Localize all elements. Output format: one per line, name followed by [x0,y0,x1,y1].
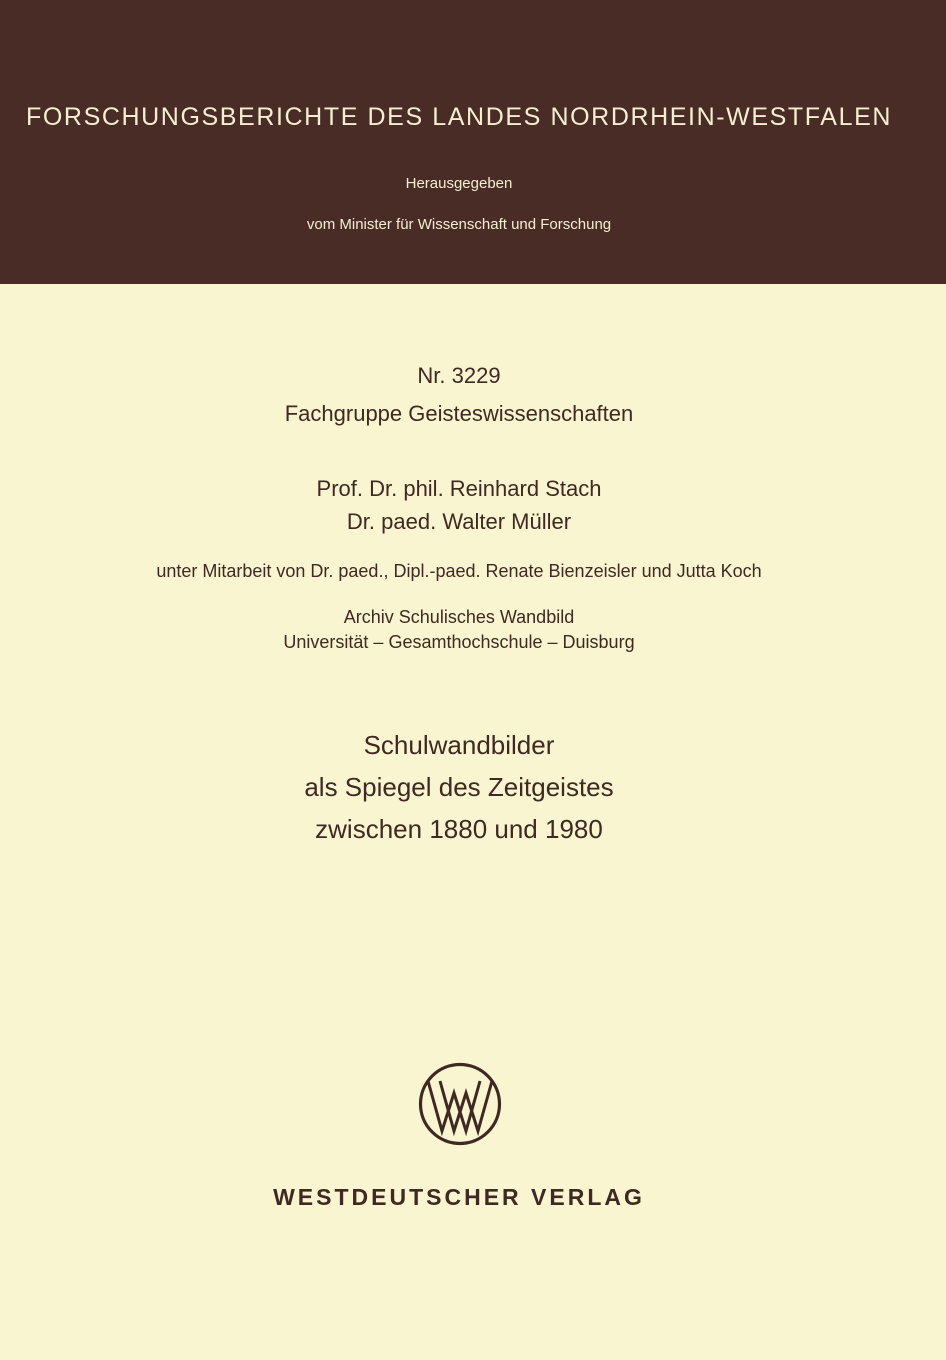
book-title-line3: zwischen 1880 und 1980 [315,814,603,844]
book-title-line2: als Spiegel des Zeitgeistes [304,772,614,802]
institution-line2: Universität – Gesamthochschule – Duisburg [283,632,635,652]
report-group: Fachgruppe Geisteswissenschaften [284,401,634,426]
institution-line1: Archiv Schulisches Wandbild [343,607,575,627]
westdeutscher-verlag-logo-icon [418,1062,502,1146]
author-1: Prof. Dr. phil. Reinhard Stach [316,476,602,501]
issued-by-line1: Herausgegeben [405,175,513,192]
book-title-line1: Schulwandbilder [363,730,555,760]
publisher-name: WESTDEUTSCHER VERLAG [273,1184,645,1210]
issued-by-line2: vom Minister für Wissenschaft und Forschung [306,216,612,233]
header-band [0,0,946,284]
author-2: Dr. paed. Walter Müller [346,509,572,534]
series-title: FORSCHUNGSBERICHTE DES LANDES NORDRHEIN-WESTFALEN [26,103,892,131]
collaboration-line: unter Mitarbeit von Dr. paed., Dipl.-paed. Renate Bienzeisler und Jutta Koch [156,561,762,581]
report-number: Nr. 3229 [417,363,501,388]
